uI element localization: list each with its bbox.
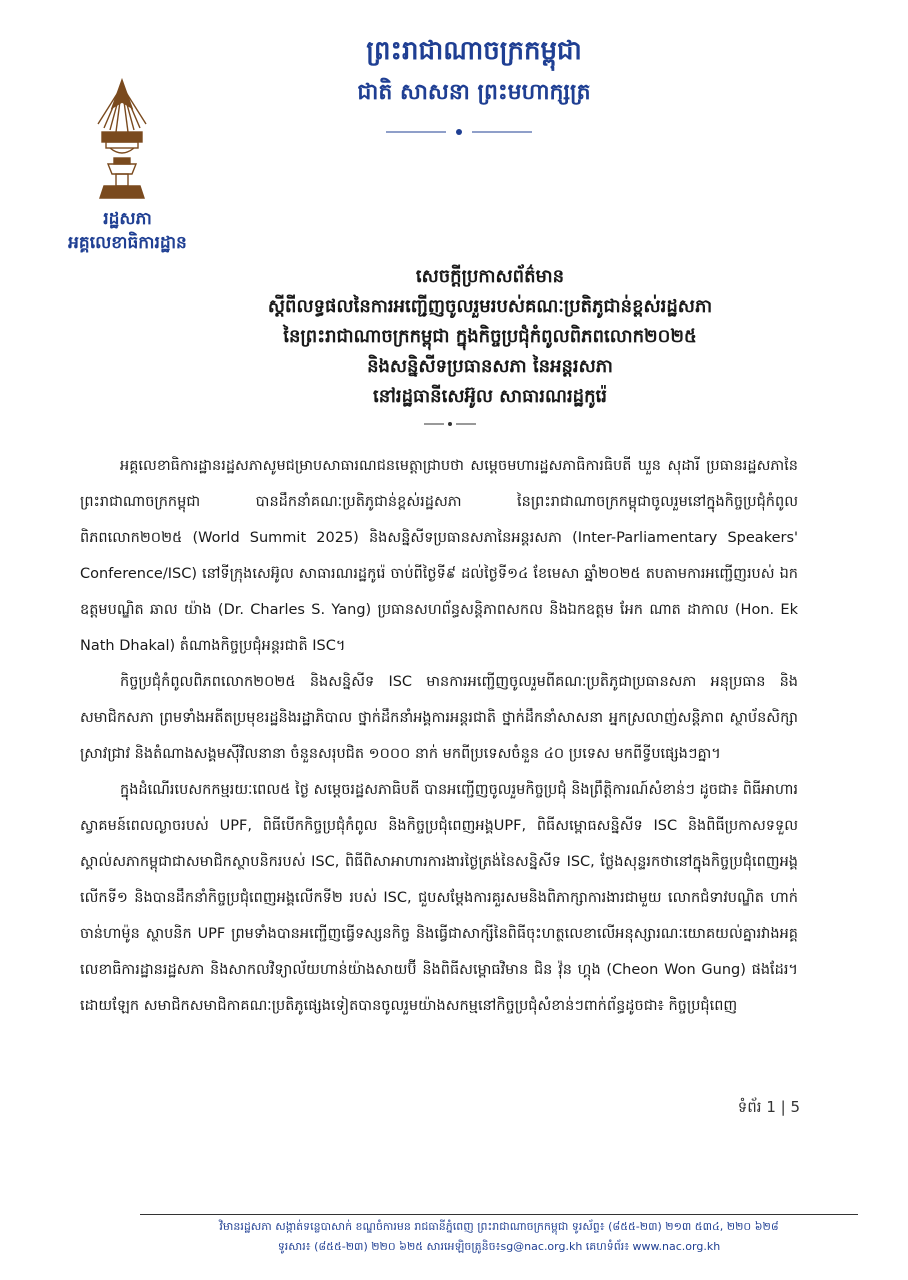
kingdom-title: ព្រះរាជាណាចក្រកម្ពុជា bbox=[366, 36, 582, 66]
secretariat-name: អគ្គលេខាធិការដ្ឋាន bbox=[68, 233, 187, 253]
paragraph-2: កិច្ចប្រជុំកំពូលពិភពលោក២០២៥ និងសន្និសីទ ISC មានការអញ្ជើញចូលរួមពីគណៈប្រតិភូជាប្រធានសភា អនុប្រធាន និងសមាជិកសភា ព្រមទាំងអតីតប្រមុខរដ្ឋនិងរដ្ឋាភិបាល ថ្នាក់ដឹកនាំអង្គការអន្តរជាតិ ថ្នាក់ដឹកនាំសាសនា អ្នកស្រលាញ់សន្តិភាព ស្ថាប័នសិក្សាស្រាវជ្រាវ និងតំណាងសង្គមស៊ីវិលនានា ចំនួនសរុបជិត ១០០០ នាក់ មកពីប្រទេសចំនួន ៤០ ប្រទេស មកពីទ្វីបផ្សេងៗគ្នា។ bbox=[80, 674, 798, 762]
heading-line-4: នៅរដ្ឋធានីសេអ៊ូល សាធារណរដ្ឋកូរ៉េ bbox=[373, 386, 607, 407]
divider-ornament bbox=[384, 127, 534, 137]
footer-contact: ទូរសារ៖ (៨៥៥-២៣) ២២០ ៦២៥ សារអេឡិចត្រូនិច៖sg@nac.org.kh គេហទំព័រ៖ www.nac.org.kh bbox=[277, 1240, 721, 1253]
heading-line-3: និងសន្និសីទប្រធានសភា នៃអន្តរសភា bbox=[367, 356, 613, 377]
document-body bbox=[80, 448, 798, 1024]
footer-divider bbox=[140, 1214, 858, 1215]
heading-divider-ornament bbox=[422, 420, 478, 428]
paragraph-3: ក្នុងដំណើរបេសកកម្មរយៈពេល៥ ថ្ងៃ សម្ដេចរដ្ឋសភាធិបតី បានអញ្ជើញចូលរួមកិច្ចប្រជុំ និងព្រឹត្តិការណ៍សំខាន់ៗ ដូចជា៖ ពិធីអាហារស្វាគមន៍ពេលល្ងាចរបស់ UPF, ពិធីបើកកិច្ចប្រជុំកំពូល និងកិច្ចប្រជុំពេញអង្គUPF, ពិធីសម្ពោធសន្និសីទ ISC និងពិធីប្រកាសទទួលស្គាល់សភាកម្ពុជាជាសមាជិកស្ថាបនិករបស់ ISC, ពិធីពិសាអាហារការងារថ្ងៃត្រង់នៃសន្និសីទ ISC, ថ្លែងសុន្ទរកថានៅក្នុងកិច្ចប្រជុំពេញអង្គលើកទី១ និងបានដឹកនាំកិច្ចប្រជុំពេញអង្គលើកទី២ របស់ ISC, ជួបសម្ដែងការគួរសមនិងពិភាក្សាការងារជាមួយ លោកជំទាវបណ្ឌិត ហាក់ ចាន់ហាម៉ូន ស្ថាបនិក UPF ព្រមទាំងបានអញ្ជើញធ្វើទស្សនកិច្ច និងធ្វើជាសាក្សីនៃពិធីចុះហត្ថលេខាលើអនុស្សារណៈយោគយល់គ្នារវាងអគ្គលេខាធិការដ្ឋានរដ្ឋសភា និងសាកលវិទ្យាល័យហាន់យ៉ាងសាយប៊ី និងពិធីសម្ពោធវិមាន ជិន វ៉ុន ហ្គុង (Cheon Won Gung) ផងដែរ។ ដោយឡែក សមាជិកសមាជិកាគណៈប្រតិភូផ្សេងទៀតបានចូលរួមយ៉ាងសកម្មនៅកិច្ចប្រជុំសំខាន់ៗពាក់ព័ន្ធដូចជា៖ កិច្ចប្រជុំពេញ bbox=[80, 782, 798, 1014]
parliament-name: រដ្ឋសភា bbox=[103, 209, 152, 229]
document-heading bbox=[130, 262, 850, 412]
footer-address: វិមានរដ្ឋសភា សង្កាត់ទន្លេបាសាក់ ខណ្ឌចំការមន រាជធានីភ្នំពេញ ព្រះរាជាណាចក្រកម្ពុជា ទូរស័ព្ទ៖ (៨៥៥-២៣) ២១៣ ៥៣៤, ២២០ ៦២៨ bbox=[219, 1220, 779, 1233]
heading-line-1: ស្ដីពីលទ្ធផលនៃការអញ្ជើញចូលរួមរបស់គណៈប្រតិភូជាន់ខ្ពស់រដ្ឋសភា bbox=[267, 296, 713, 317]
paragraph-1: អគ្គលេខាធិការដ្ឋានរដ្ឋសភាសូមជម្រាបសាធារណជនមេត្តាជ្រាបថា សម្ដេចមហារដ្ឋសភាធិការធិបតី ឃួន សុដារី ប្រធានរដ្ឋសភានៃព្រះរាជាណាចក្រកម្ពុជា បានដឹកនាំគណៈប្រតិភូជាន់ខ្ពស់រដ្ឋសភា នៃព្រះរាជាណាចក្រកម្ពុជាចូលរួមនៅក្នុងកិច្ចប្រជុំកំពូលពិភពលោក២០២៥ (World Summit 2025) និងសន្និសីទប្រធានសភានៃអន្តរសភា (Inter-Parliamentary Speakers' Conference/ISC) នៅទីក្រុងសេអ៊ូល សាធារណរដ្ឋកូរ៉េ ចាប់ពីថ្ងៃទី៩ ដល់ថ្ងៃទី១៤ ខែមេសា ឆ្នាំ២០២៥ តបតាមការអញ្ជើញរបស់ ឯកឧត្តមបណ្ឌិត ឆាល យ៉ាង (Dr. Charles S. Yang) ប្រធានសហព័ន្ធសន្តិភាពសកល និងឯកឧត្តម អែក ណាត ដាកាល (Hon. Ek Nath Dhakal) តំណាងកិច្ចប្រជុំអន្តរជាតិ ISC។ bbox=[80, 458, 798, 654]
national-motto: ជាតិ សាសនា ព្រះមហាក្សត្រ bbox=[357, 80, 591, 105]
royal-emblem-logo bbox=[90, 78, 154, 206]
page-number: ទំព័រ 1 | 5 bbox=[737, 1098, 800, 1116]
heading-line-2: នៃព្រះរាជាណាចក្រកម្ពុជា ក្នុងកិច្ចប្រជុំកំពូលពិភពលោក២០២៥ bbox=[283, 326, 697, 347]
document-title: សេចក្ដីប្រកាសព័ត៌មាន bbox=[415, 266, 565, 287]
